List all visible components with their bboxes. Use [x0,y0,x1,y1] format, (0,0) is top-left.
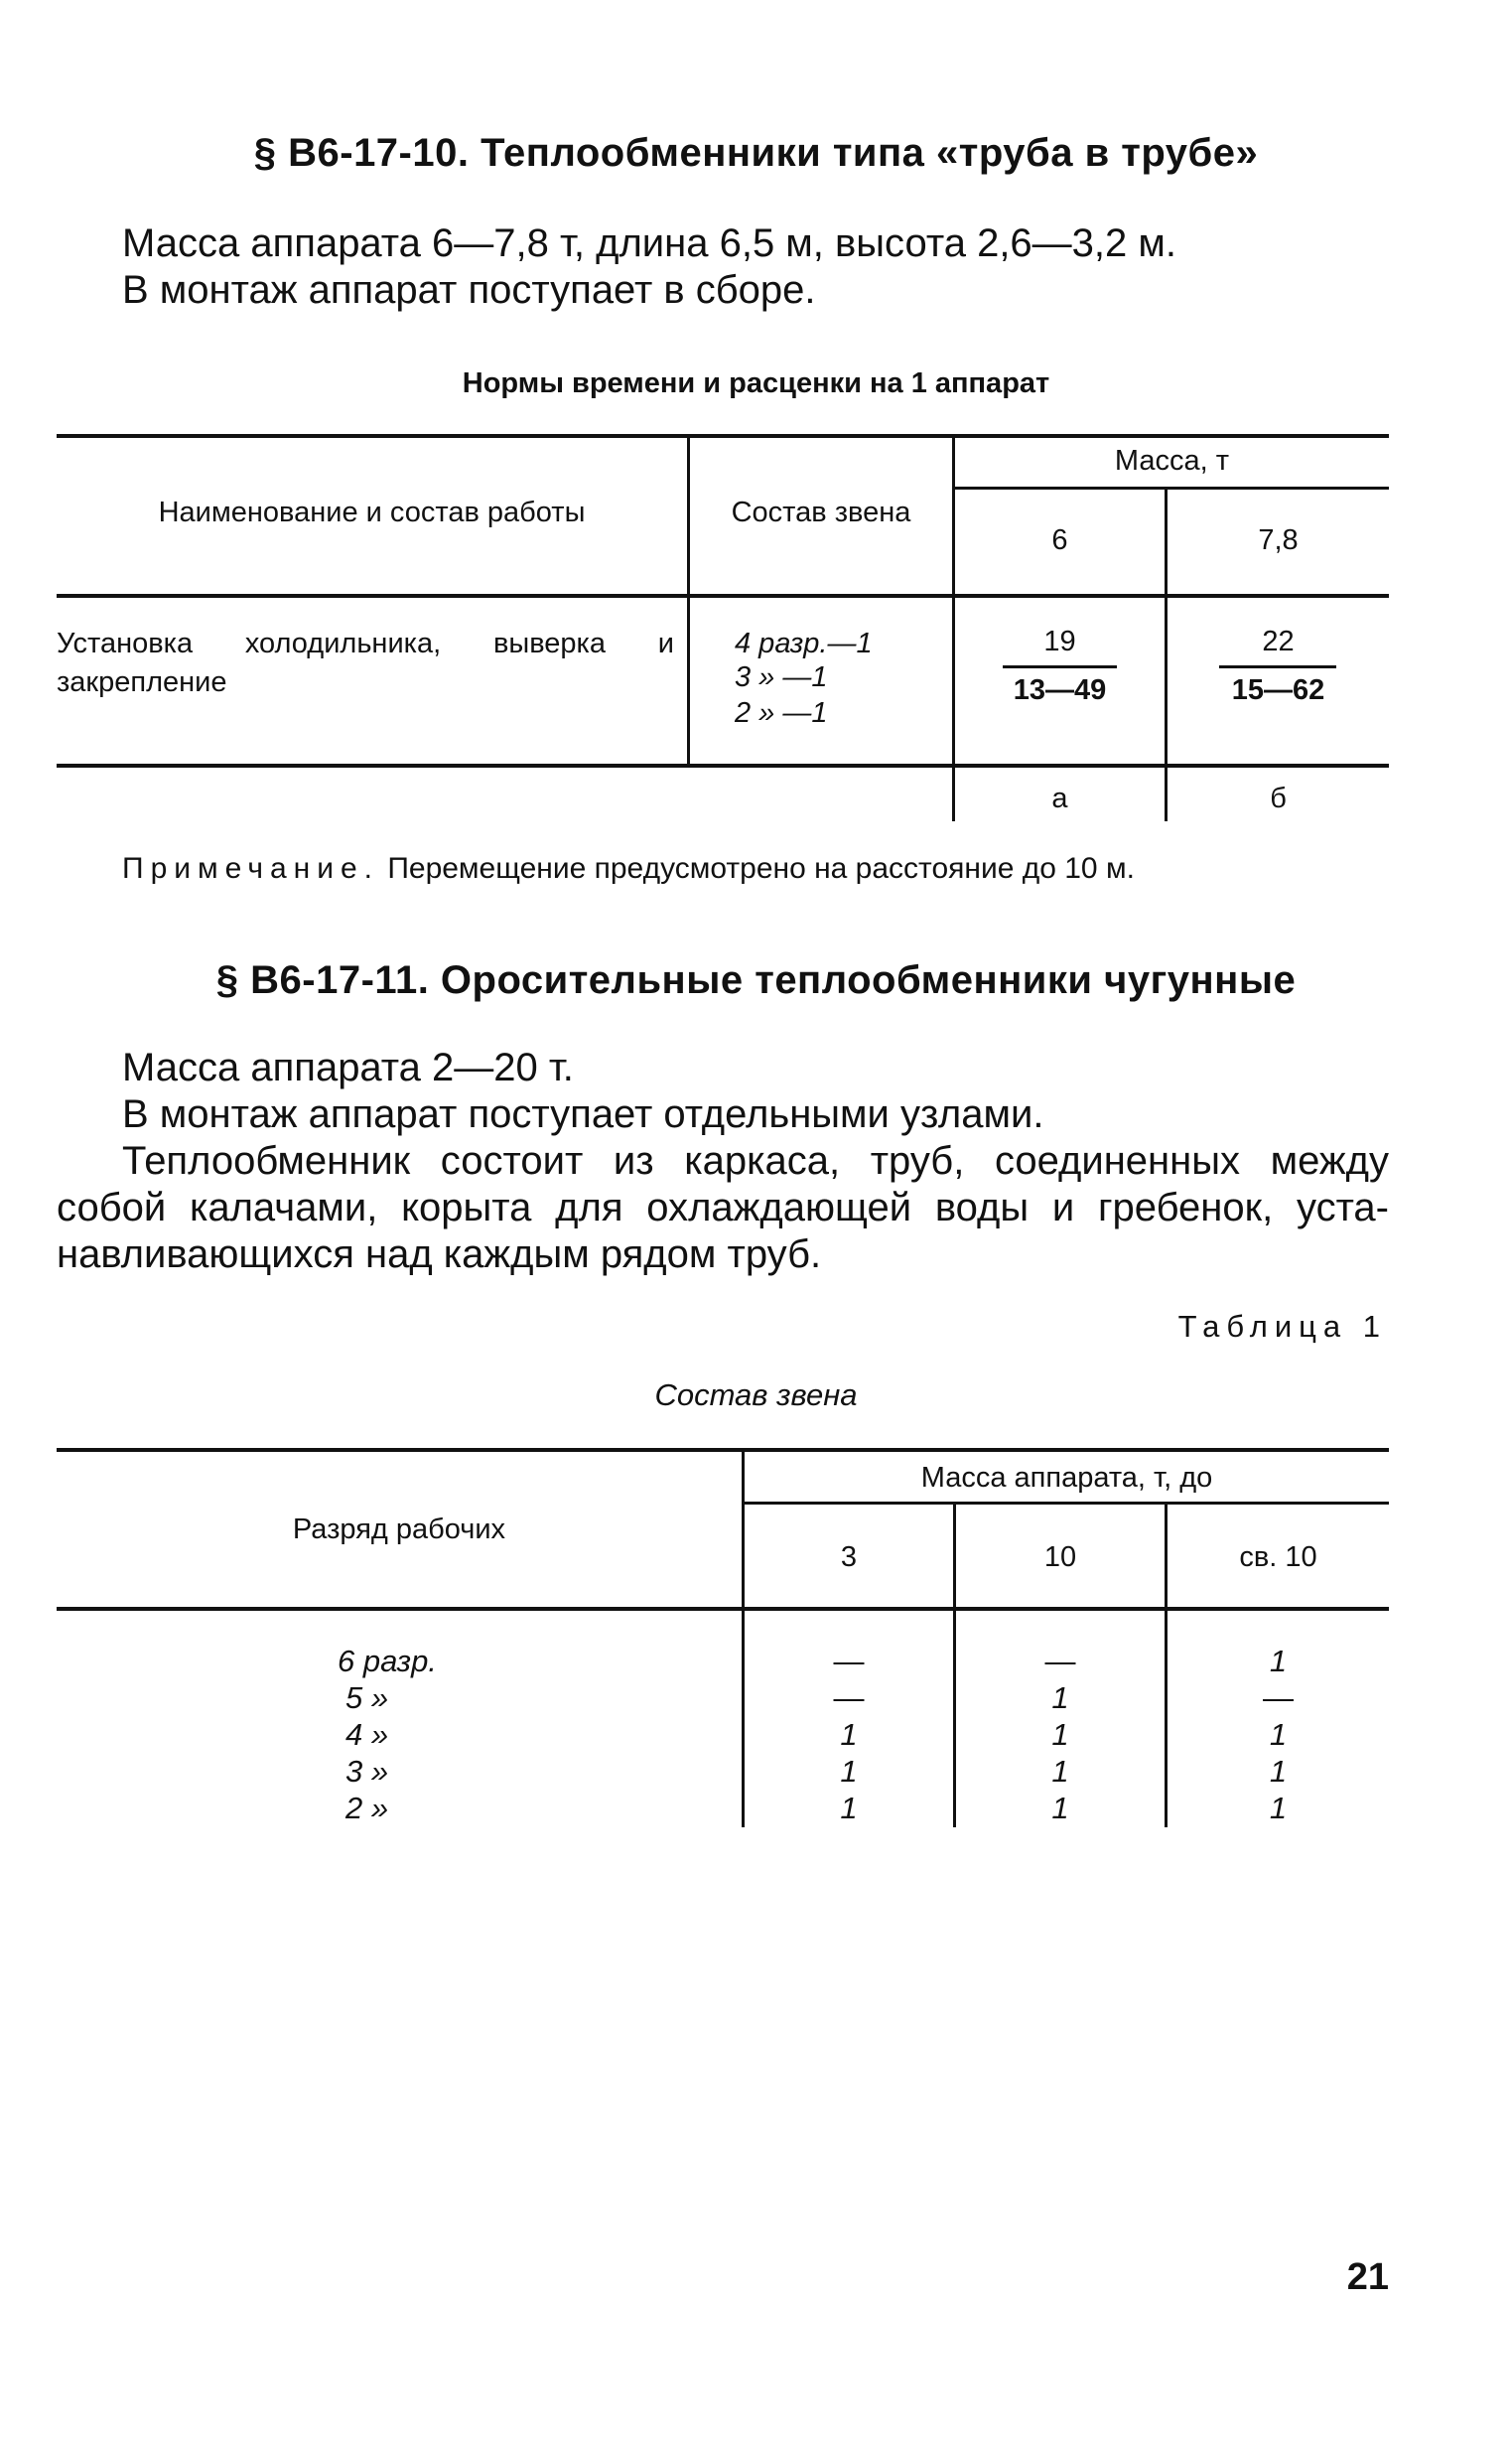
section1-heading: § В6-17-10. Теплообменники типа «труба в трубе» [253,131,1259,175]
table1-crew-line-3: 2 » —1 [735,697,828,729]
table2-cell: 1 [840,1791,858,1825]
table2-cell: 1 [1051,1717,1069,1752]
table1-fraction-line-a [1003,665,1117,668]
table2-cell: 1 [1269,1754,1288,1789]
table2-grade: 2 » [345,1791,389,1825]
table2-cell: 1 [1051,1680,1069,1715]
table1-work-line-2: закрепление [57,666,227,698]
note-label: Примечание. [122,852,379,885]
table1-header-crew: Состав звена [731,497,911,528]
section1-text-line-2: В монтаж аппарат поступает в сборе. [122,268,816,312]
section1-note [122,852,1135,886]
table2-cell: 1 [1269,1644,1288,1678]
section2-heading: § В6-17-11. Оросительные теплообменники чугунные [215,958,1297,1002]
table1-header-rule [57,594,1389,598]
table2-header-rule [57,1607,1389,1611]
table1-norm-b: 22 [1262,626,1295,657]
table2-mass-10: 10 [1043,1541,1077,1573]
table2-header-mass: Масса аппарата, т, до [920,1462,1213,1494]
table1-footer-a: а [1051,783,1068,814]
table2-header-grade: Разряд рабочих [292,1513,506,1545]
table1-norm-a: 19 [1043,626,1076,657]
table1-fraction-line-b [1219,665,1336,668]
table2-mass-3: 3 [840,1541,858,1573]
section2-text-line-3: Теплообменник состоит из каркаса, труб, соединенных между [122,1139,1389,1183]
table1-footer-b: б [1270,783,1287,814]
table2-grade: 3 » [345,1754,389,1789]
table1-top-rule [57,434,1389,438]
table2-cell: 1 [1051,1754,1069,1789]
table1-header-work: Наименование и состав работы [158,497,586,528]
section2-table-caption: Состав звена [654,1377,858,1412]
table2-grade: 4 » [345,1717,389,1752]
table2-top-rule [57,1448,1389,1452]
section2-text-line-5: навливающихся над каждым рядом труб. [57,1232,822,1276]
section1-text-line-1: Масса аппарата 6—7,8 т, длина 6,5 м, высота 2,6—3,2 м. [122,221,1177,265]
table1-header-mass: Масса, т [1114,445,1230,477]
table2-cell: — [1263,1680,1294,1715]
table1-vline-1 [687,436,690,764]
table2-grade: 5 » [345,1680,389,1715]
section1-table-caption: Нормы времени и расценки на 1 аппарат [462,367,1050,399]
table2-mass-over-10: св. 10 [1239,1541,1317,1573]
table1-crew-line-1: 4 разр.—1 [735,628,873,659]
table1-work-line-1: Установка холодильника, выверка и [57,628,674,659]
table2-cell: — [833,1644,865,1678]
table1-rate-a: 13—49 [1013,674,1107,706]
table1-mass-rule [953,487,1389,490]
table2-cell: 1 [840,1754,858,1789]
table2-cell: 1 [840,1717,858,1752]
table1-rate-b: 15—62 [1231,674,1325,706]
note-text: Перемещение предусмотрено на расстояние до 10 м. [378,852,1135,885]
table2-cell: — [833,1680,865,1715]
page-number: 21 [1346,2256,1389,2298]
table2-cell: 1 [1269,1791,1288,1825]
table1-mass-6: 6 [1051,524,1068,556]
table2-cell: 1 [1051,1791,1069,1825]
table1-mass-7-8: 7,8 [1258,524,1299,556]
table2-cell: — [1044,1644,1076,1678]
table-number-label: Таблица 1 [1177,1309,1387,1344]
table2-cell: 1 [1269,1717,1288,1752]
table2-mass-rule [743,1502,1389,1505]
section2-text-line-4: собой калачами, корыта для охлаждающей воды и гребенок, уста- [57,1186,1389,1229]
table2-grade: 6 разр. [338,1644,437,1678]
table1-crew-line-2: 3 » —1 [735,661,828,693]
section2-text-line-2: В монтаж аппарат поступает отдельными узлами. [122,1092,1044,1136]
table1-bottom-rule [57,764,1389,768]
section2-text-line-1: Масса аппарата 2—20 т. [122,1046,574,1089]
